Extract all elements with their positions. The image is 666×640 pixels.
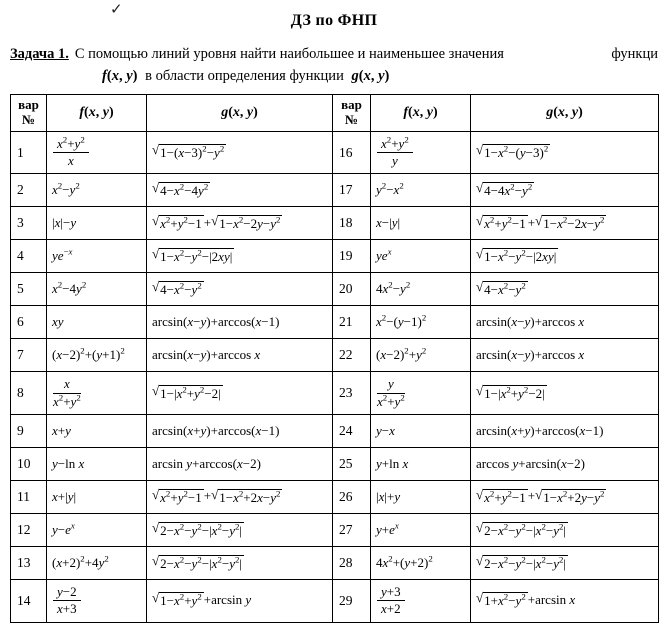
formula: xy — [52, 314, 64, 330]
variant-number-cell: 12 — [11, 514, 47, 547]
variant-number-cell: 17 — [333, 174, 371, 207]
g-formula-cell — [471, 339, 659, 372]
variant-number-cell: 2 — [11, 174, 47, 207]
formula: arcsin(x+y)+arccos(x−1) — [476, 423, 604, 439]
header-var-left — [11, 95, 47, 132]
variant-number-cell: 7 — [11, 339, 47, 372]
f-formula-cell — [47, 339, 147, 372]
variant-number-cell: 11 — [11, 481, 47, 514]
table-row — [11, 372, 659, 415]
variant-number-cell: 22 — [333, 339, 371, 372]
formula: $(x-2)^2+y^2$ — [376, 346, 427, 363]
table-row — [11, 174, 659, 207]
table-row — [11, 580, 659, 623]
g-formula-cell — [471, 481, 659, 514]
variant-number-cell: 10 — [11, 448, 47, 481]
g-formula-cell — [147, 273, 333, 306]
g-formula-cell — [471, 174, 659, 207]
formula: arcsin(x−y)+arccos x — [476, 314, 585, 330]
check-mark-icon: ✓ — [110, 2, 123, 18]
variant-number-cell: 23 — [333, 372, 371, 415]
f-formula-cell — [371, 306, 471, 339]
formula: √ $x^2+y^2-1$ + √ $1-x^2+2x-y^2$ — [152, 486, 281, 505]
f-formula-cell — [47, 306, 147, 339]
formula: √ $2-x^2-y^2-|x^2-y^2|$ — [476, 552, 567, 571]
formula: √ $1-x^2-(y-3)^2$ — [476, 142, 549, 161]
formula: x+|y| — [52, 489, 77, 505]
table-row — [11, 339, 659, 372]
g-formula-cell — [471, 372, 659, 415]
formula: √ $4-x^2-y^2$ — [476, 279, 526, 298]
formula: $x^2-y^2$ — [52, 181, 80, 198]
variant-number-cell: 5 — [11, 273, 47, 306]
variant-number-cell: 14 — [11, 580, 47, 623]
formula: x−|y| — [376, 215, 401, 231]
formula: $\frac{y+3}{x+2}$ — [376, 592, 406, 607]
variant-number-cell: 21 — [333, 306, 371, 339]
f-formula-cell — [47, 273, 147, 306]
table-row — [11, 514, 659, 547]
g-formula-cell — [471, 448, 659, 481]
task-statement-line2 — [10, 68, 658, 85]
formula: √ $1-|x^2+y^2-2|$ — [152, 382, 221, 401]
formula: √ $4-x^2-4y^2$ — [152, 180, 209, 199]
g-formula-cell — [471, 580, 659, 623]
header-var-word: вар — [18, 97, 39, 112]
header-g-right: g(x, y) — [471, 95, 659, 132]
formula: √ $x^2+y^2-1$ + √ $1-x^2+2y-y^2$ — [476, 486, 605, 505]
formula: √ $2-x^2-y^2-|x^2-y^2|$ — [152, 519, 243, 538]
f-formula-cell — [371, 339, 471, 372]
table-row — [11, 481, 659, 514]
formula: $\frac{y-2}{x+3}$ — [52, 592, 82, 607]
table-row — [11, 240, 659, 273]
formula: arcsin(x+y)+arccos(x−1) — [152, 423, 280, 439]
formula: $4x^2+(y+2)^2$ — [376, 553, 433, 571]
formula: √ $1-x^2-y^2-|2xy|$ — [476, 246, 557, 265]
table-row — [11, 415, 659, 448]
variant-number-cell: 3 — [11, 207, 47, 240]
variant-number-cell: 27 — [333, 514, 371, 547]
f-formula-cell — [371, 131, 471, 174]
table-row — [11, 547, 659, 580]
variant-number-cell: 28 — [333, 547, 371, 580]
formula: √ $4-x^2-y^2$ — [152, 279, 202, 298]
problems-table-body — [11, 131, 659, 622]
header-var-number-sign: № — [344, 111, 359, 127]
formula: √ $x^2+y^2-1$ + √ $1-x^2-2y-y^2$ — [152, 213, 281, 232]
formula: $\frac{x^2+y^2}{y}$ — [376, 144, 414, 159]
variant-number-cell: 8 — [11, 372, 47, 415]
formula: √ $1+x^2-y^2$ +arcsin x — [476, 590, 576, 609]
variant-number-cell: 20 — [333, 273, 371, 306]
g-formula-cell — [147, 240, 333, 273]
variant-number-cell: 18 — [333, 207, 371, 240]
f-formula-cell — [371, 481, 471, 514]
page-title: ДЗ по ФНП — [290, 12, 378, 29]
formula: $\frac{y}{x^2+y^2}$ — [377, 376, 405, 409]
formula: $ye^x$ — [376, 247, 392, 264]
header-var-right — [333, 95, 371, 132]
g-formula-cell — [471, 207, 659, 240]
g-function-label: g(x, y) — [351, 68, 390, 84]
task-text: С помощью линий уровня найти наибольшее и наименьшее значения — [74, 46, 504, 62]
formula: √ $1-x^2-y^2-|2xy|$ — [152, 246, 233, 265]
formula: arcsin(x−y)+arccos(x−1) — [152, 314, 280, 330]
header-g-left: g(x, y) — [147, 95, 333, 132]
formula: $(x+2)^2+4y^2$ — [52, 553, 109, 571]
formula: y+ln x — [376, 456, 409, 472]
f-formula-cell — [371, 207, 471, 240]
f-formula-cell — [371, 415, 471, 448]
variant-number-cell: 29 — [333, 580, 371, 623]
formula: arccos y+arcsin(x−2) — [476, 456, 585, 472]
formula: √ $2-x^2-y^2-|x^2-y^2|$ — [476, 519, 567, 538]
formula: arcsin y+arccos(x−2) — [152, 456, 261, 472]
variant-number-cell: 6 — [11, 306, 47, 339]
f-formula-cell — [371, 174, 471, 207]
f-formula-cell — [371, 580, 471, 623]
g-formula-cell — [471, 514, 659, 547]
formula: √ $2-x^2-y^2-|x^2-y^2|$ — [152, 552, 243, 571]
g-formula-cell — [147, 448, 333, 481]
f-formula-cell — [47, 174, 147, 207]
task-label: Задача 1. — [10, 46, 69, 62]
g-formula-cell — [471, 273, 659, 306]
f-function-label: f(x, y) — [102, 68, 138, 84]
g-formula-cell — [147, 580, 333, 623]
f-formula-cell — [47, 131, 147, 174]
header-var-number-sign: № — [21, 111, 36, 127]
variant-number-cell: 24 — [333, 415, 371, 448]
formula: $y^2-x^2$ — [376, 181, 404, 198]
formula: $x^2-(y-1)^2$ — [376, 313, 427, 330]
f-formula-cell — [47, 514, 147, 547]
formula: arcsin(x−y)+arccos x — [152, 347, 261, 363]
formula: √ $x^2+y^2-1$ + √ $1-x^2-2x-y^2$ — [476, 213, 605, 232]
f-formula-cell — [47, 547, 147, 580]
g-formula-cell — [147, 174, 333, 207]
formula: √ $4-4x^2-y^2$ — [476, 180, 533, 199]
table-row — [11, 306, 659, 339]
line2-text: в области определения функции — [145, 68, 344, 84]
variant-number-cell: 1 — [11, 131, 47, 174]
g-formula-cell — [471, 131, 659, 174]
g-formula-cell — [147, 547, 333, 580]
g-formula-cell — [471, 415, 659, 448]
formula: √ $1-|x^2+y^2-2|$ — [476, 382, 545, 401]
variant-number-cell: 26 — [333, 481, 371, 514]
g-formula-cell — [147, 481, 333, 514]
formula: $\frac{x}{x^2+y^2}$ — [53, 376, 81, 409]
g-formula-cell — [471, 547, 659, 580]
f-formula-cell — [371, 547, 471, 580]
formula: $\frac{x^2+y^2}{x}$ — [52, 144, 90, 159]
variant-number-cell: 13 — [11, 547, 47, 580]
formula: $y+e^x$ — [376, 520, 399, 538]
g-formula-cell — [147, 415, 333, 448]
formula: |x|+y — [376, 489, 401, 505]
table-row — [11, 448, 659, 481]
f-formula-cell — [371, 273, 471, 306]
g-formula-cell — [471, 240, 659, 273]
header-var-word: вар — [341, 97, 362, 112]
formula: y−x — [376, 423, 395, 439]
f-formula-cell — [371, 514, 471, 547]
table-row — [11, 273, 659, 306]
f-formula-cell — [371, 448, 471, 481]
formula: |x|−y — [52, 215, 77, 231]
header-f-left: f(x, y) — [47, 95, 147, 132]
f-formula-cell — [371, 372, 471, 415]
table-row — [11, 207, 659, 240]
f-formula-cell — [47, 240, 147, 273]
variant-number-cell: 4 — [11, 240, 47, 273]
formula: $(x-2)^2+(y+1)^2$ — [52, 346, 125, 363]
task-trailing-word: функци — [611, 46, 658, 62]
f-formula-cell — [47, 207, 147, 240]
task-statement — [10, 46, 658, 63]
formula: x+y — [52, 423, 71, 439]
formula: √ $1-x^2+y^2$ +arcsin y — [152, 590, 252, 609]
g-formula-cell — [147, 306, 333, 339]
f-formula-cell — [371, 240, 471, 273]
table-header-row — [11, 95, 659, 132]
formula: $y-e^x$ — [52, 520, 75, 538]
variant-number-cell: 19 — [333, 240, 371, 273]
f-formula-cell — [47, 481, 147, 514]
g-formula-cell — [147, 372, 333, 415]
f-formula-cell — [47, 372, 147, 415]
problems-table — [10, 94, 659, 623]
header-f-right: f(x, y) — [371, 95, 471, 132]
variant-number-cell: 16 — [333, 131, 371, 174]
formula: $x^2-4y^2$ — [52, 280, 87, 297]
g-formula-cell — [147, 339, 333, 372]
f-formula-cell — [47, 415, 147, 448]
formula: $4x^2-y^2$ — [376, 280, 411, 297]
g-formula-cell — [471, 306, 659, 339]
table-row — [11, 131, 659, 174]
formula: $ye^{-x}$ — [52, 247, 73, 264]
formula: arcsin(x−y)+arccos x — [476, 347, 585, 363]
variant-number-cell: 25 — [333, 448, 371, 481]
variant-number-cell: 9 — [11, 415, 47, 448]
f-formula-cell — [47, 580, 147, 623]
g-formula-cell — [147, 131, 333, 174]
g-formula-cell — [147, 207, 333, 240]
f-formula-cell — [47, 448, 147, 481]
formula: y−ln x — [52, 456, 85, 472]
formula: √ $1-(x-3)^2-y^2$ — [152, 142, 225, 161]
g-formula-cell — [147, 514, 333, 547]
